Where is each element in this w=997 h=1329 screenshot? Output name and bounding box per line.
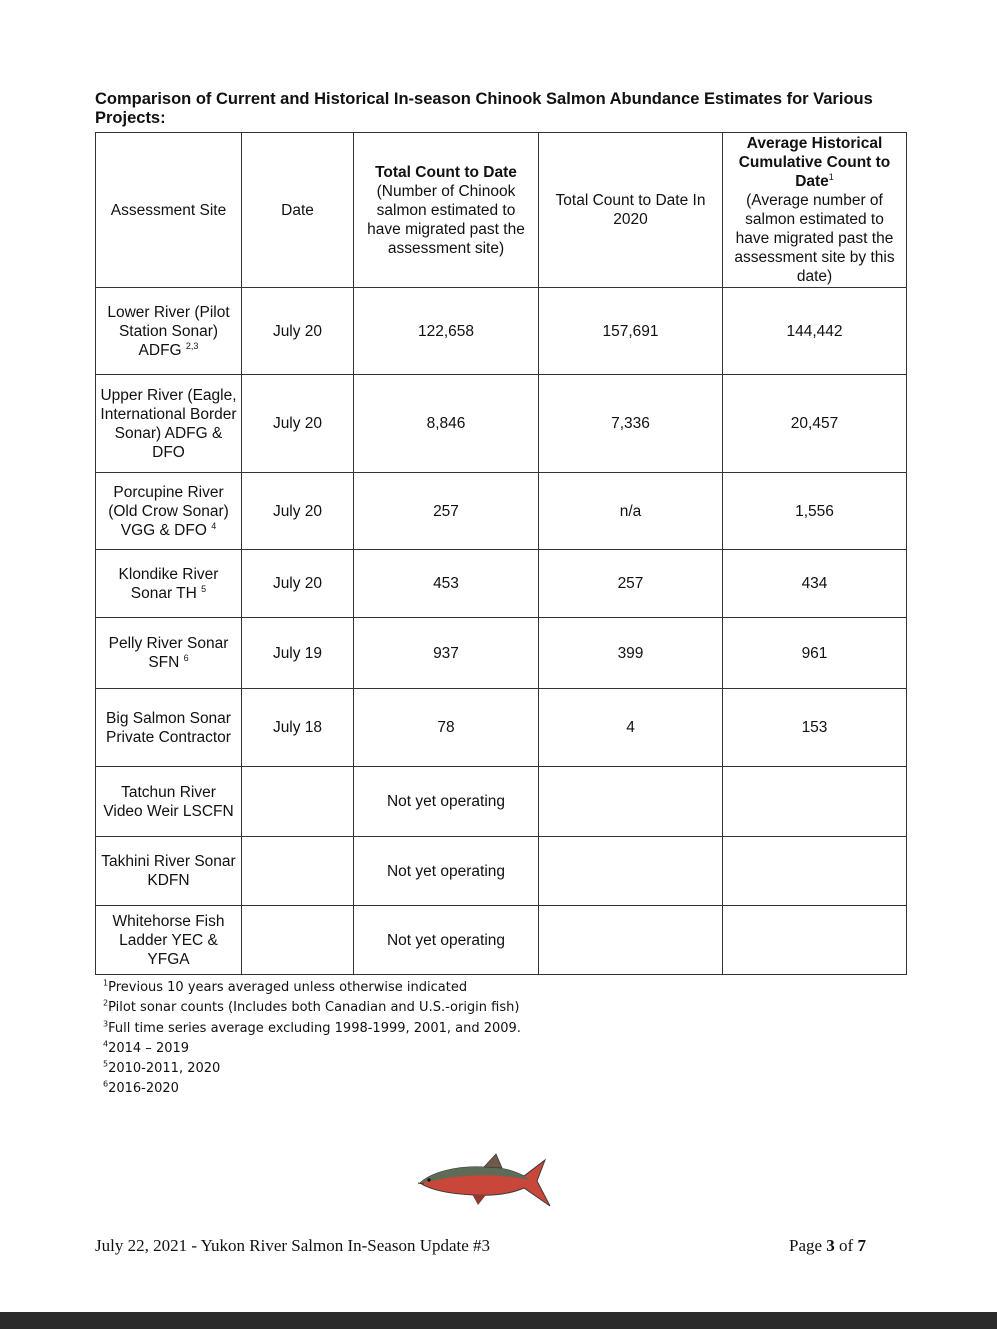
site-footnote-ref: 2,3 (185, 340, 199, 351)
count-2020-cell (539, 689, 723, 767)
site-footnote-ref: 6 (183, 652, 189, 663)
page-number (789, 1236, 866, 1256)
average-count-cell (723, 618, 907, 689)
total-count-cell (354, 375, 539, 473)
table-row (96, 906, 907, 975)
total-count-cell-text: 78 (437, 719, 455, 736)
total-count-cell-text: Not yet operating (386, 931, 506, 949)
footnote (103, 998, 521, 1018)
total-count-cell (354, 550, 539, 618)
count-2020-cell-text: 399 (617, 644, 644, 662)
total-count-cell-text: 453 (433, 575, 459, 592)
date-cell-text: July 20 (272, 322, 323, 340)
site-footnote-ref: 4 (211, 520, 217, 531)
count-2020-cell (539, 550, 723, 618)
footnotes (103, 978, 521, 1100)
table-header-row (96, 133, 907, 288)
footnote (103, 1019, 521, 1039)
table-row (96, 837, 907, 906)
date-cell (242, 767, 354, 837)
average-count-cell (723, 375, 907, 473)
site-cell (96, 837, 242, 906)
total-count-cell (354, 288, 539, 375)
table-row (96, 767, 907, 837)
total-count-cell (354, 767, 539, 837)
site-cell-text: Takhini River Sonar KDFN (101, 853, 236, 889)
table-row (96, 618, 907, 689)
total-count-cell-text: 257 (433, 502, 459, 520)
date-cell (242, 550, 354, 618)
average-count-cell-text: 144,442 (786, 322, 843, 340)
salmon-icon (412, 1150, 552, 1212)
average-count-cell (723, 288, 907, 375)
table-row (96, 473, 907, 550)
site-cell (96, 689, 242, 767)
average-count-cell (723, 689, 907, 767)
total-count-cell (354, 689, 539, 767)
date-cell-text: July 19 (272, 644, 323, 662)
date-cell (242, 618, 354, 689)
header-assessment-site: Assessment Site (96, 133, 242, 288)
table-row (96, 689, 907, 767)
header-date: Date (242, 133, 354, 288)
site-cell-text: Whitehorse Fish Ladder YEC & YFGA (112, 912, 225, 968)
site-cell-text: Klondike River Sonar TH (118, 565, 219, 602)
footnote-text: Full time series average excluding 1998-1999, 2001, and 2009. (108, 1020, 521, 1036)
count-2020-cell-text: 4 (626, 719, 635, 736)
table-row (96, 550, 907, 618)
site-cell-text: Lower River (Pilot Station Sonar) ADFG (107, 303, 230, 359)
total-count-cell (354, 618, 539, 689)
average-count-cell-text: 20,457 (790, 415, 839, 432)
count-2020-cell-text: 257 (617, 575, 644, 592)
count-2020-cell (539, 375, 723, 473)
total-count-cell-text: Not yet operating (386, 862, 506, 880)
date-cell-text: July 20 (272, 502, 323, 520)
average-count-cell-text: 434 (801, 575, 828, 592)
site-cell-text: Porcupine River (Old Crow Sonar) VGG & DFO (108, 483, 229, 539)
header-total-count-title: Total Count to Date (375, 163, 517, 181)
total-count-cell-text: 937 (433, 644, 459, 662)
footnote-text: 2016-2020 (108, 1081, 179, 1097)
total-pages: 7 (857, 1236, 866, 1255)
footnote-text: 2014 – 2019 (108, 1040, 190, 1056)
table-row (96, 288, 907, 375)
header-average-historical (723, 133, 907, 288)
site-cell (96, 618, 242, 689)
footnote (103, 1079, 521, 1099)
header-average-sup: 1 (828, 171, 834, 182)
date-cell (242, 837, 354, 906)
site-cell (96, 906, 242, 975)
site-cell-text: Tatchun River Video Weir LSCFN (103, 783, 234, 820)
abundance-table (95, 132, 907, 975)
footnote (103, 1059, 521, 1079)
footnote-number: 2 (103, 998, 109, 1008)
footnote-text: Previous 10 years averaged unless otherwise indicated (108, 980, 468, 995)
site-cell-text: Upper River (Eagle, International Border Sonar) ADFG & DFO (100, 386, 237, 461)
page-prefix: Page (789, 1236, 827, 1255)
footnote (103, 1039, 521, 1059)
total-count-cell-text: 8,846 (426, 415, 466, 432)
footnote-number: 4 (103, 1039, 109, 1049)
average-count-cell (723, 473, 907, 550)
count-2020-cell (539, 288, 723, 375)
count-2020-cell (539, 837, 723, 906)
page-of: of (834, 1236, 858, 1255)
average-count-cell-text: 1,556 (795, 502, 834, 520)
date-cell (242, 375, 354, 473)
average-count-cell-text: 961 (801, 644, 828, 662)
site-cell (96, 767, 242, 837)
bottom-bar (0, 1312, 997, 1329)
site-cell (96, 473, 242, 550)
footnote-number: 3 (103, 1019, 109, 1029)
site-cell (96, 375, 242, 473)
date-cell-text: July 18 (272, 719, 323, 736)
count-2020-cell (539, 618, 723, 689)
average-count-cell-text: 153 (801, 719, 828, 736)
average-count-cell (723, 550, 907, 618)
current-page: 3 (826, 1236, 835, 1255)
site-footnote-ref: 5 (201, 583, 207, 594)
header-average-desc: (Average number of salmon estimated to have migrated past the assessment site by this date) (734, 192, 895, 285)
average-count-cell (723, 837, 907, 906)
total-count-cell-text: Not yet operating (386, 793, 506, 810)
count-2020-cell-text: n/a (619, 502, 642, 520)
footnote-text: 2010-2011, 2020 (108, 1061, 221, 1077)
total-count-cell (354, 473, 539, 550)
count-2020-cell (539, 767, 723, 837)
header-total-count (354, 133, 539, 288)
count-2020-cell (539, 473, 723, 550)
site-cell-text: Pelly River Sonar SFN (108, 635, 229, 671)
date-cell-text: July 20 (272, 575, 323, 592)
footnote (103, 978, 521, 998)
header-average-title: Average Historical Cumulative Count to Date (738, 135, 891, 190)
footnote-number: 5 (103, 1059, 109, 1069)
footnote-number: 6 (103, 1080, 109, 1090)
footnote-text: Pilot sonar counts (Includes both Canadian and U.S.-origin fish) (108, 1000, 520, 1016)
page-title: Comparison of Current and Historical In-season Chinook Salmon Abundance Estimates for Various Projects: (95, 90, 873, 127)
date-cell (242, 473, 354, 550)
count-2020-cell (539, 906, 723, 975)
header-total-count-desc: (Number of Chinook salmon estimated to have migrated past the assessment site) (367, 182, 525, 257)
date-cell (242, 906, 354, 975)
footnote-number: 1 (103, 978, 109, 988)
date-cell (242, 689, 354, 767)
average-count-cell (723, 906, 907, 975)
footer-document-title: July 22, 2021 - Yukon River Salmon In-Season Update #3 (95, 1236, 491, 1255)
header-count-2020: Total Count to Date In 2020 (539, 133, 723, 288)
average-count-cell (723, 767, 907, 837)
date-cell-text: July 20 (272, 415, 323, 432)
site-cell-text: Big Salmon Sonar Private Contractor (106, 709, 231, 746)
total-count-cell-text: 122,658 (417, 322, 475, 340)
date-cell (242, 288, 354, 375)
count-2020-cell-text: 157,691 (602, 322, 659, 340)
table-row (96, 375, 907, 473)
count-2020-cell-text: 7,336 (611, 415, 650, 432)
total-count-cell (354, 837, 539, 906)
site-cell (96, 550, 242, 618)
total-count-cell (354, 906, 539, 975)
site-cell (96, 288, 242, 375)
